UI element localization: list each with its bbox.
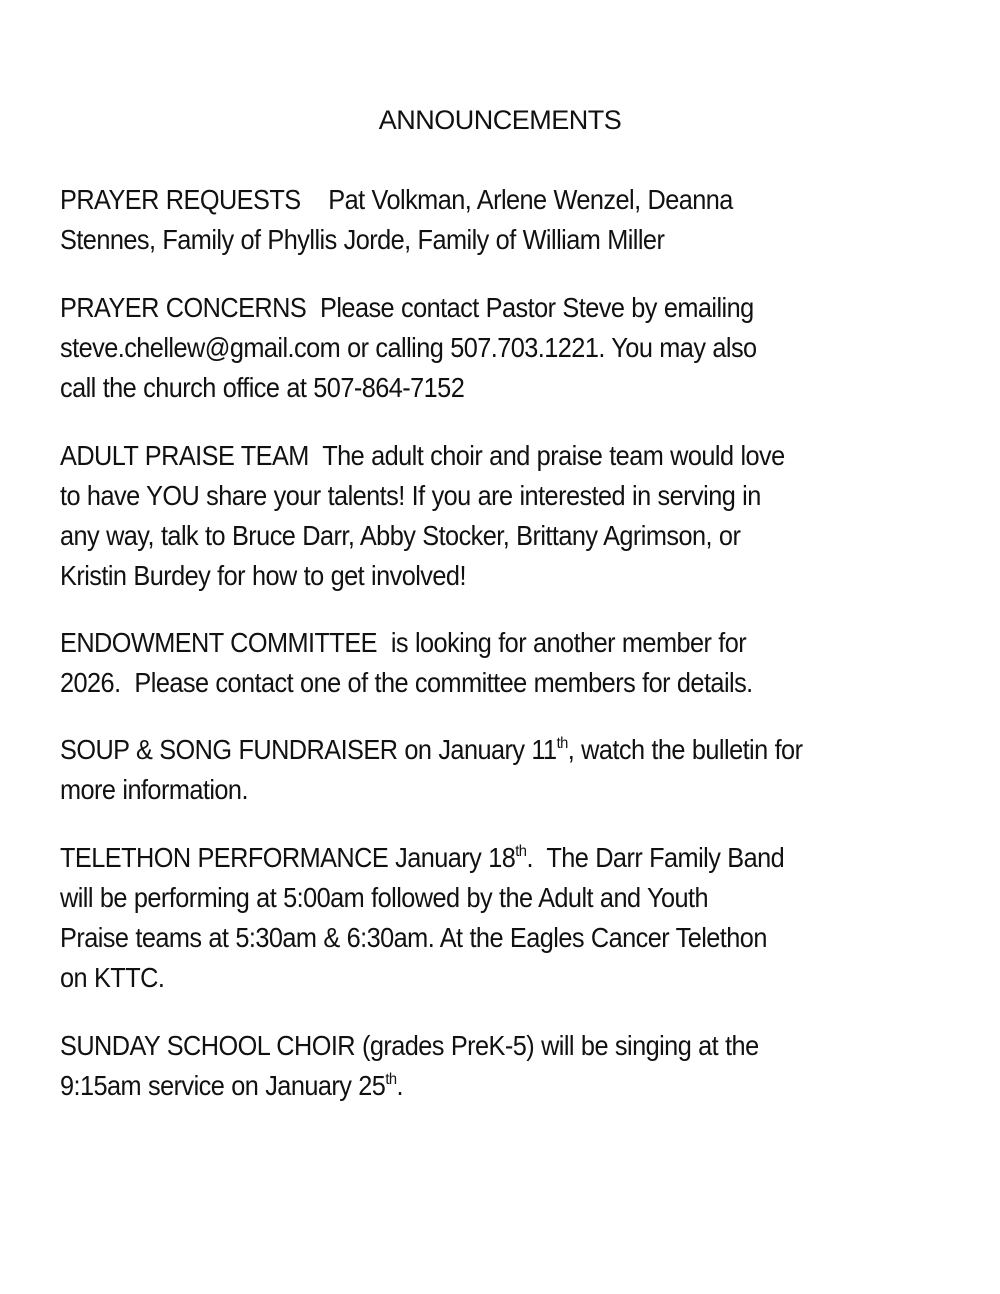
section-line: steve.chellew@gmail.com or calling 507.703.1221. You may also: [60, 332, 757, 363]
adult-praise-team-section: [60, 436, 960, 596]
section-line: 2026. Please contact one of the committee members for details.: [60, 667, 753, 698]
section-heading: SUNDAY SCHOOL CHOIR: [60, 1030, 356, 1061]
section-text: January 18: [388, 842, 516, 873]
ordinal-suffix: th: [515, 843, 527, 860]
endowment-committee-section: [60, 623, 960, 703]
ordinal-suffix: th: [385, 1071, 397, 1088]
section-line: Kristin Burdey for how to get involved!: [60, 560, 466, 591]
section-heading: ENDOWMENT COMMITTEE: [60, 627, 377, 658]
section-line: [60, 838, 888, 878]
prayer-requests-section: [60, 180, 960, 260]
section-text: is looking for another member for: [376, 627, 747, 658]
section-line: [60, 623, 888, 663]
section-line: [60, 436, 888, 476]
section-heading: PRAYER CONCERNS: [60, 292, 307, 323]
section-heading: ADULT PRAISE TEAM: [60, 440, 309, 471]
section-text: Pat Volkman, Arlene Wenzel, Deanna: [300, 184, 733, 215]
section-line: more information.: [60, 774, 248, 805]
section-text: on January 11: [397, 734, 557, 765]
sunday-school-choir-section: [60, 1026, 960, 1106]
section-line: Praise teams at 5:30am & 6:30am. At the Eagles Cancer Telethon: [60, 922, 767, 953]
section-line: to have YOU share your talents! If you are interested in serving in: [60, 480, 761, 511]
section-line: call the church office at 507-864-7152: [60, 372, 465, 403]
section-text: 9:15am service on January 25: [60, 1070, 386, 1101]
section-line: [60, 180, 888, 220]
section-text: (grades PreK-5) will be singing at the: [355, 1030, 759, 1061]
section-heading: PRAYER REQUESTS: [60, 184, 301, 215]
section-line: any way, talk to Bruce Darr, Abby Stocker, Brittany Agrimson, or: [60, 520, 741, 551]
prayer-concerns-section: [60, 288, 960, 408]
section-text: .: [396, 1070, 403, 1101]
section-heading: SOUP & SONG FUNDRAISER: [60, 734, 398, 765]
section-line: [60, 288, 888, 328]
section-line: on KTTC.: [60, 962, 165, 993]
page-title: ANNOUNCEMENTS: [378, 105, 622, 135]
section-text: . The Darr Family Band: [526, 842, 785, 873]
section-line: will be performing at 5:00am followed by the Adult and Youth: [60, 882, 708, 913]
section-text: Please contact Pastor Steve by emailing: [306, 292, 754, 323]
section-line: [60, 1066, 888, 1106]
section-text: , watch the bulletin for: [567, 734, 803, 765]
telethon-performance-section: [60, 838, 960, 998]
section-line: [60, 730, 888, 770]
section-line: [60, 1026, 888, 1066]
section-text: The adult choir and praise team would love: [308, 440, 785, 471]
soup-song-fundraiser-section: [60, 730, 960, 810]
ordinal-suffix: th: [556, 735, 568, 752]
section-line: Stennes, Family of Phyllis Jorde, Family of William Miller: [60, 224, 665, 255]
section-heading: TELETHON PERFORMANCE: [60, 842, 389, 873]
